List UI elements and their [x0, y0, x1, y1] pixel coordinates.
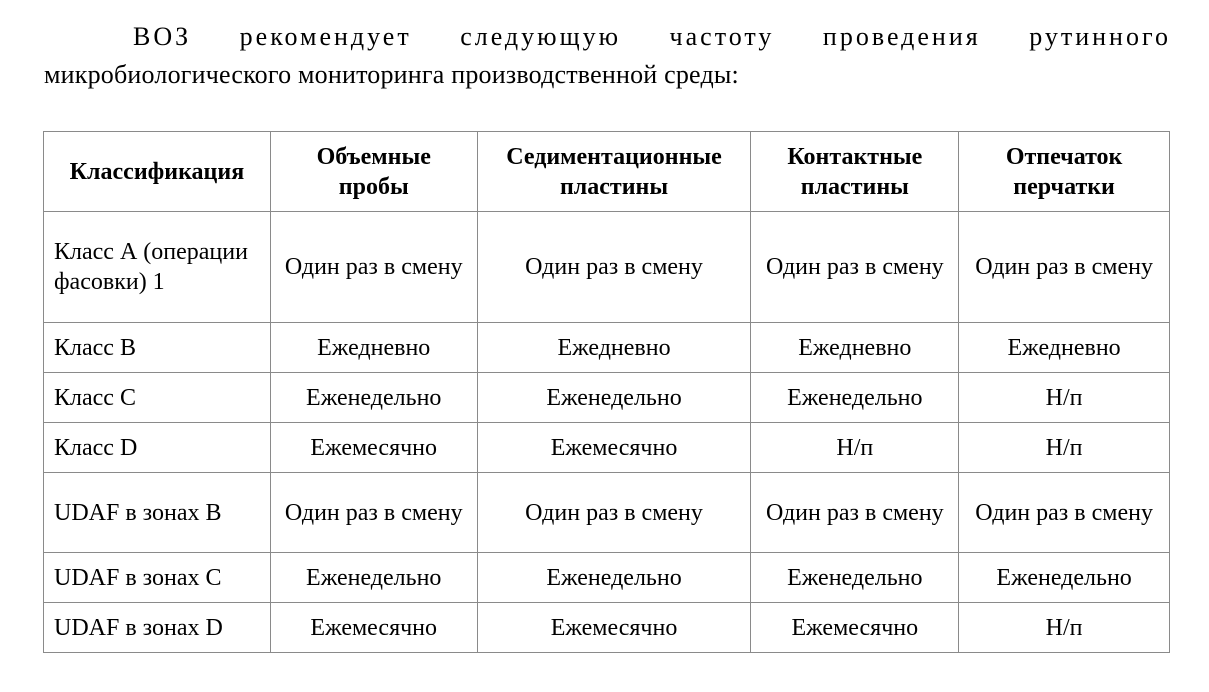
cell-value: Ежемесячно [270, 603, 477, 653]
cell-value: Ежедневно [751, 323, 959, 373]
table-row [44, 212, 1170, 323]
cell-class: UDAF в зонах В [44, 473, 271, 553]
cell-value: Ежедневно [959, 323, 1170, 373]
cell-value: Ежедневно [477, 323, 751, 373]
table-row [44, 553, 1170, 603]
cell-value: Один раз в смену [477, 473, 751, 553]
header-settle-plates: Седиментационные пластины [477, 132, 751, 212]
cell-value: Один раз в смену [959, 212, 1170, 323]
intro-line-1: ВОЗ рекомендует следующую частоту проведения рутинного [133, 22, 1171, 51]
cell-class: Класс А (операции фасовки) 1 [44, 212, 271, 323]
header-classification: Классификация [44, 132, 271, 212]
intro-line-2: микробиологического мониторинга производственной среды: [44, 60, 739, 89]
cell-class: Класс С [44, 373, 271, 423]
intro-paragraph [44, 18, 1171, 94]
cell-value: Ежемесячно [751, 603, 959, 653]
header-glove-print: Отпечаток перчатки [959, 132, 1170, 212]
cell-class: Класс В [44, 323, 271, 373]
cell-value: Один раз в смену [751, 212, 959, 323]
cell-value: Один раз в смену [270, 212, 477, 323]
table-row [44, 373, 1170, 423]
table-row [44, 323, 1170, 373]
cell-value: Один раз в смену [270, 473, 477, 553]
table-row [44, 603, 1170, 653]
table-header-row [44, 132, 1170, 212]
cell-value: Н/п [751, 423, 959, 473]
cell-value: Ежедневно [270, 323, 477, 373]
monitoring-frequency-table [43, 131, 1170, 653]
cell-value: Ежемесячно [477, 423, 751, 473]
cell-class: UDAF в зонах С [44, 553, 271, 603]
table-row [44, 423, 1170, 473]
cell-value: Еженедельно [751, 553, 959, 603]
cell-value: Еженедельно [270, 373, 477, 423]
table-row [44, 473, 1170, 553]
cell-value: Один раз в смену [751, 473, 959, 553]
cell-class: UDAF в зонах D [44, 603, 271, 653]
cell-value: Н/п [959, 603, 1170, 653]
cell-value: Еженедельно [959, 553, 1170, 603]
cell-value: Ежемесячно [477, 603, 751, 653]
cell-value: Один раз в смену [477, 212, 751, 323]
header-volumetric-samples: Объемные пробы [270, 132, 477, 212]
cell-value: Ежемесячно [270, 423, 477, 473]
cell-value: Н/п [959, 423, 1170, 473]
cell-class: Класс D [44, 423, 271, 473]
cell-value: Один раз в смену [959, 473, 1170, 553]
header-contact-plates: Контактные пластины [751, 132, 959, 212]
cell-value: Еженедельно [477, 373, 751, 423]
cell-value: Еженедельно [477, 553, 751, 603]
cell-value: Еженедельно [751, 373, 959, 423]
cell-value: Н/п [959, 373, 1170, 423]
cell-value: Еженедельно [270, 553, 477, 603]
